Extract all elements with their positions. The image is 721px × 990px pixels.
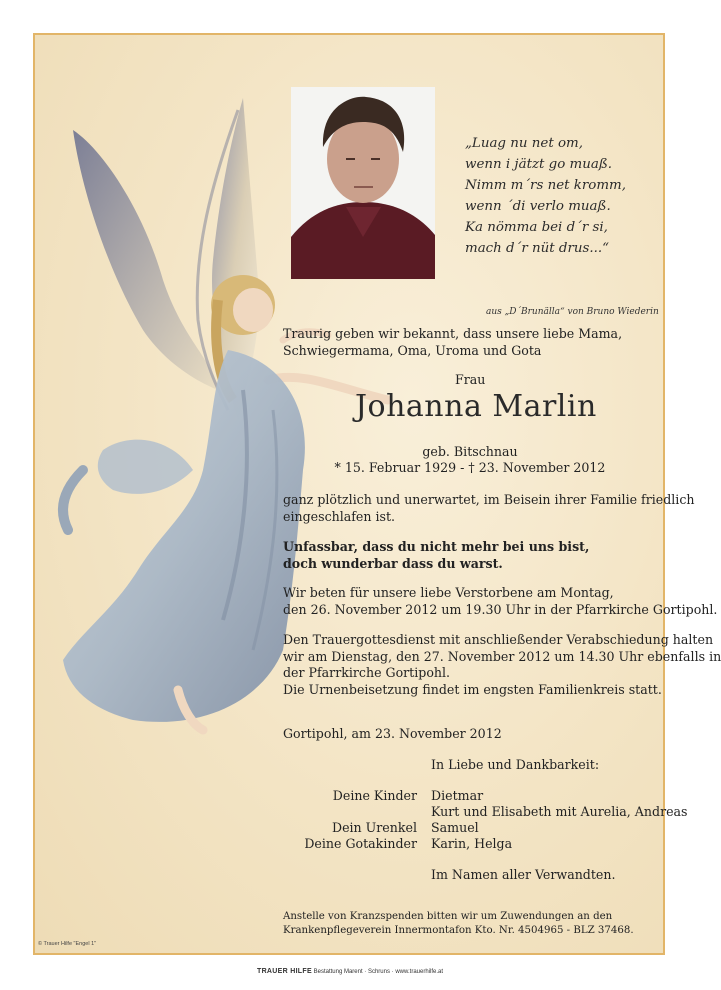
funeral-line: Die Urnenbeisetzung findet im engsten Familienkreis statt. — [283, 681, 662, 697]
funeral-line: wir am Dienstag, den 27. November 2012 um 14.30 Uhr ebenfalls in — [283, 648, 721, 664]
funeral-line: der Pfarrkirche Gortipohl. — [283, 665, 451, 680]
poem-line: wenn i jätzt go muaß. — [465, 157, 613, 172]
deceased-name: Johanna Marlin — [355, 389, 597, 424]
life-dates: * 15. Februar 1929 - † 23. November 2012 — [334, 460, 606, 475]
place-date: Gortipohl, am 23. November 2012 — [283, 726, 502, 741]
donation-line: Krankenpflegeverein Innermontafon Kto. Nr. 4504965 - BLZ 37468. — [283, 925, 634, 936]
children-label: Deine Kinder — [332, 788, 417, 803]
greatgrandchild-label: Dein Urenkel — [331, 820, 417, 835]
prayer-text — [283, 585, 717, 618]
intro-line: Schwiegermama, Oma, Uroma und Gota — [283, 342, 542, 358]
poem — [465, 133, 626, 259]
footer-brand: TRAUER HILFE — [257, 968, 312, 975]
salutation: Frau — [455, 372, 486, 387]
passing-text — [283, 492, 695, 525]
children-name: Dietmar — [431, 788, 484, 803]
copyright-credit: © Trauer Hilfe "Engel 1" — [38, 941, 97, 947]
poem-line: „Luag nu net om, — [465, 136, 583, 151]
funeral-line: Den Trauergottesdienst mit anschließender Verabschiedung halten — [283, 632, 714, 647]
memorial-phrase — [283, 539, 589, 572]
memorial-line: Unfassbar, dass du nicht mehr bei uns bist, — [283, 539, 590, 554]
donation-line: Anstelle von Kranzspenden bitten wir um Zuwendungen an den — [283, 911, 613, 922]
greatgrandchild-name: Samuel — [431, 820, 479, 835]
obituary-card — [33, 33, 721, 955]
memorial-line: doch wunderbar dass du warst. — [283, 555, 503, 571]
intro-text — [283, 326, 622, 359]
intro-line: Traurig geben wir bekannt, dass unsere liebe Mama, — [283, 326, 623, 341]
gratitude-line: In Liebe und Dankbarkeit: — [431, 757, 600, 772]
portrait-photo — [291, 87, 435, 279]
godchildren-label: Deine Gotakinder — [304, 836, 417, 851]
donation-note — [283, 910, 634, 938]
prayer-line: den 26. November 2012 um 19.30 Uhr in der Pfarrkirche Gortipohl. — [283, 601, 718, 617]
poem-line: mach d´r nüt drus...“ — [465, 241, 609, 256]
poem-line: Nimm m´rs net kromm, — [465, 178, 626, 193]
poem-line: wenn ´di verlo muaß. — [465, 199, 611, 214]
footer — [0, 968, 700, 975]
passing-line: ganz plötzlich und unerwartet, im Beisein ihrer Familie friedlich — [283, 492, 695, 507]
funeral-text — [283, 632, 721, 698]
children-name: Kurt und Elisabeth mit Aurelia, Andreas — [431, 804, 688, 819]
godchildren-names: Karin, Helga — [431, 836, 513, 851]
poem-line: Ka nömma bei d´r si, — [465, 220, 608, 235]
birth-name: geb. Bitschnau — [422, 444, 518, 459]
passing-line: eingeschlafen ist. — [283, 508, 396, 524]
poem-source: aus „D´Brunälla“ von Bruno Wiederin — [486, 307, 659, 317]
all-relatives: Im Namen aller Verwandten. — [431, 867, 616, 882]
prayer-line: Wir beten für unsere liebe Verstorbene am Montag, — [283, 585, 614, 600]
footer-details: Bestattung Marent · Schruns · www.trauerhilfe.at — [313, 969, 443, 975]
